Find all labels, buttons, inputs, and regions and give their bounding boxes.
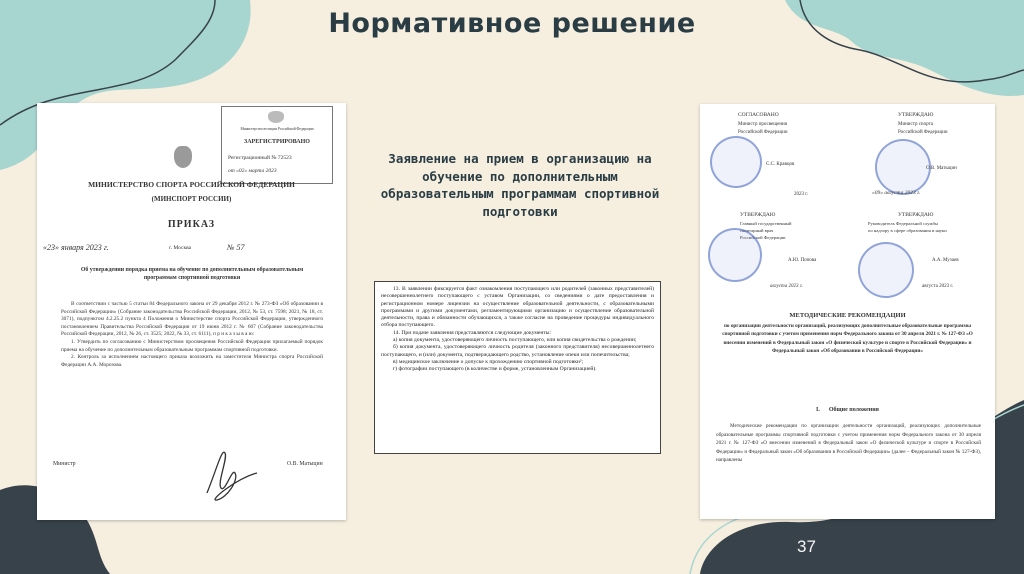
approval-date: «09» августа 2023 г. — [872, 190, 921, 196]
approval-label: УТВЕРЖДАЮ — [898, 212, 934, 218]
stamp-ministry-line: Министерство юстиции Российской Федерации — [240, 127, 314, 131]
approval-line: санитарный врач — [740, 228, 774, 233]
section-heading: I. Общие положения — [816, 407, 879, 413]
stamp-icon — [858, 242, 914, 298]
excerpt-paragraph: г) фотографии поступающего (в количестве и форме, установленным Организацией). — [393, 366, 597, 373]
registration-number: Регистрационный № 72523 — [228, 155, 292, 161]
emblem-icon — [268, 111, 284, 123]
ministry-name: МИНИСТЕРСТВО СПОРТА РОССИЙСКОЙ ФЕДЕРАЦИИ — [88, 180, 295, 189]
order-city: г. Москва — [169, 245, 192, 251]
signature-icon — [187, 438, 267, 508]
recommendations-heading: МЕТОДИЧЕСКИЕ РЕКОМЕНДАЦИИ — [789, 312, 906, 319]
approval-label: УТВЕРЖДАЮ — [740, 212, 776, 218]
registered-label: ЗАРЕГИСТРИРОВАНО — [244, 139, 310, 145]
approval-line: Российской Федерации — [738, 130, 788, 135]
order-body — [61, 301, 323, 369]
approval-name: А.А. Музаев — [932, 258, 959, 263]
excerpt-paragraph: а) копия документа, удостоверяющего личность поступающего, или копия свидетельства о рождении; — [393, 337, 637, 344]
coat-of-arms-icon — [174, 146, 192, 168]
approval-label: СОГЛАСОВАНО — [738, 112, 779, 118]
registration-stamp — [221, 106, 333, 184]
approval-name: С.С. Кравцов — [766, 162, 795, 167]
application-excerpt — [374, 281, 661, 454]
slide-title: Нормативное решение — [328, 8, 696, 39]
recommendations-subheading: по организации деятельности организаций, реализующих дополнительные образовательные программы спортивной подготовки с учетом применения норм Федерального закона от 30 апреля 2021 г. № 127-ФЗ «О внесении изменений в Федеральный закон «О физической культуре и спорте в Российской Федерации» и Федеральный закон «Об образовании в Российской Федерации» — [722, 323, 973, 354]
excerpt-paragraph: 14. При подаче заявления представляются следующие документы: — [393, 329, 552, 336]
stamp-icon — [708, 228, 762, 282]
stamp-icon — [710, 136, 762, 188]
recommendations-document-image — [700, 104, 995, 519]
stamp-icon — [875, 139, 931, 195]
ministry-short-name: (МИНСПОРТ РОССИИ) — [151, 195, 232, 203]
approval-date: августа 2023 г. — [922, 284, 954, 289]
excerpt-paragraph: в) медицинское заключение о допуске к прохождению спортивной подготовки²; — [393, 358, 584, 365]
approval-name: О.В. Матыцин — [926, 166, 957, 171]
order-heading: ПРИКАЗ — [167, 219, 216, 230]
order-subject: Об утверждении порядка приема на обучение по дополнительным образовательным программам спортивной подготовки — [80, 267, 304, 281]
registration-date: от «02» марта 2023 — [228, 168, 277, 174]
order-paragraph: 1. Утвердить по согласованию с Министерством просвещения Российской Федерации прилагаемый порядок приема на обучение по дополнительным образовательным программам спортивной подготовки. — [61, 338, 323, 353]
approval-line: Российской Федерации — [740, 235, 786, 240]
signer-title: Министр — [53, 461, 76, 467]
approval-line: Российской Федерации — [898, 130, 948, 135]
approval-line: Министр просвещения — [738, 122, 787, 127]
order-number: № 57 — [227, 243, 245, 252]
excerpt-caption: Заявление на прием в организацию на обучение по дополнительным образовательным программам спортивной подготовки — [380, 151, 660, 219]
excerpt-paragraph: 13. В заявлении фиксируется факт ознакомления поступающего или родителей (законных представителей) несовершеннолетнего поступающего с уставом Организации, со сведениями о дате предоставления и регистрационном номере лицензии на осуществление образовательной деятельности, с образовательными программами и другими документами, регламентирующими организацию и осуществление образовательной деятельности, права и обязанности обучающихся, а также согласие на проведение процедуры индивидуального отбора поступающего. — [381, 286, 654, 329]
order-paragraph: 2. Контроль за исполнением настоящего приказа возложить на заместителя Министра спорта Российской Федерации А.А. Морозова. — [61, 354, 323, 368]
order-paragraph: В соответствии с частью 5 статьи 84 Федерального закона от 29 декабря 2012 г. № 273-ФЗ «Об образовании в Российской Федерации» (Собрание законодательства Российской Федерации, 2012, № 53, ст. 7598; 2021, № 18, ст. 3071), подпунктом 4.2.25.2 пункта 4 Положения о Министерстве спорта Российской Федерации, утвержденного постановлением Правительства Российской Федерации от 19 июня 2012 г. № 607 (Собрание законодательства Российской Федерации, 2012, № 26, ст. 3525; 2022, № 33, ст. 6111), п р и к а з ы в а ю: — [61, 301, 323, 338]
approval-line: Руководитель Федеральной службы — [868, 221, 939, 226]
approval-line: Министр спорта — [898, 122, 933, 127]
approval-line: по надзору в сфере образования и науки — [868, 228, 947, 233]
recommendations-paragraph: Методические рекомендации по организации деятельности организаций, реализующих дополнительные образовательные программы спортивной подготовки с учетом применения норм Федерального закона от 30 апреля 2021 г. № 127-ФЗ «О внесении изменений в Федеральный закон «О физической культуре и спорте в Российской Федерации» и Федеральный закон «Об образовании в Российской Федерации» (далее – Федеральный закон № 127-ФЗ), направлены — [716, 423, 981, 464]
order-date: «23» января 2023 г. — [43, 243, 109, 252]
excerpt-paragraph: б) копия документа, удостоверяющего личность родителя (законного представителя) несовершеннолетнего поступающего, и (или) документа, подтверждающего родство, установление опеки или попечительства; — [381, 344, 654, 358]
approval-line: Главный государственный — [740, 221, 792, 226]
approval-date: августа 2023 г. — [770, 284, 803, 289]
approval-label: УТВЕРЖДАЮ — [898, 112, 934, 118]
approval-name: А.Ю. Попова — [788, 258, 817, 263]
approval-date: 2023 г. — [794, 192, 808, 197]
page-number: 37 — [797, 537, 816, 556]
order-document-image — [37, 103, 346, 520]
signer-name: О.В. Матыцин — [287, 461, 323, 467]
